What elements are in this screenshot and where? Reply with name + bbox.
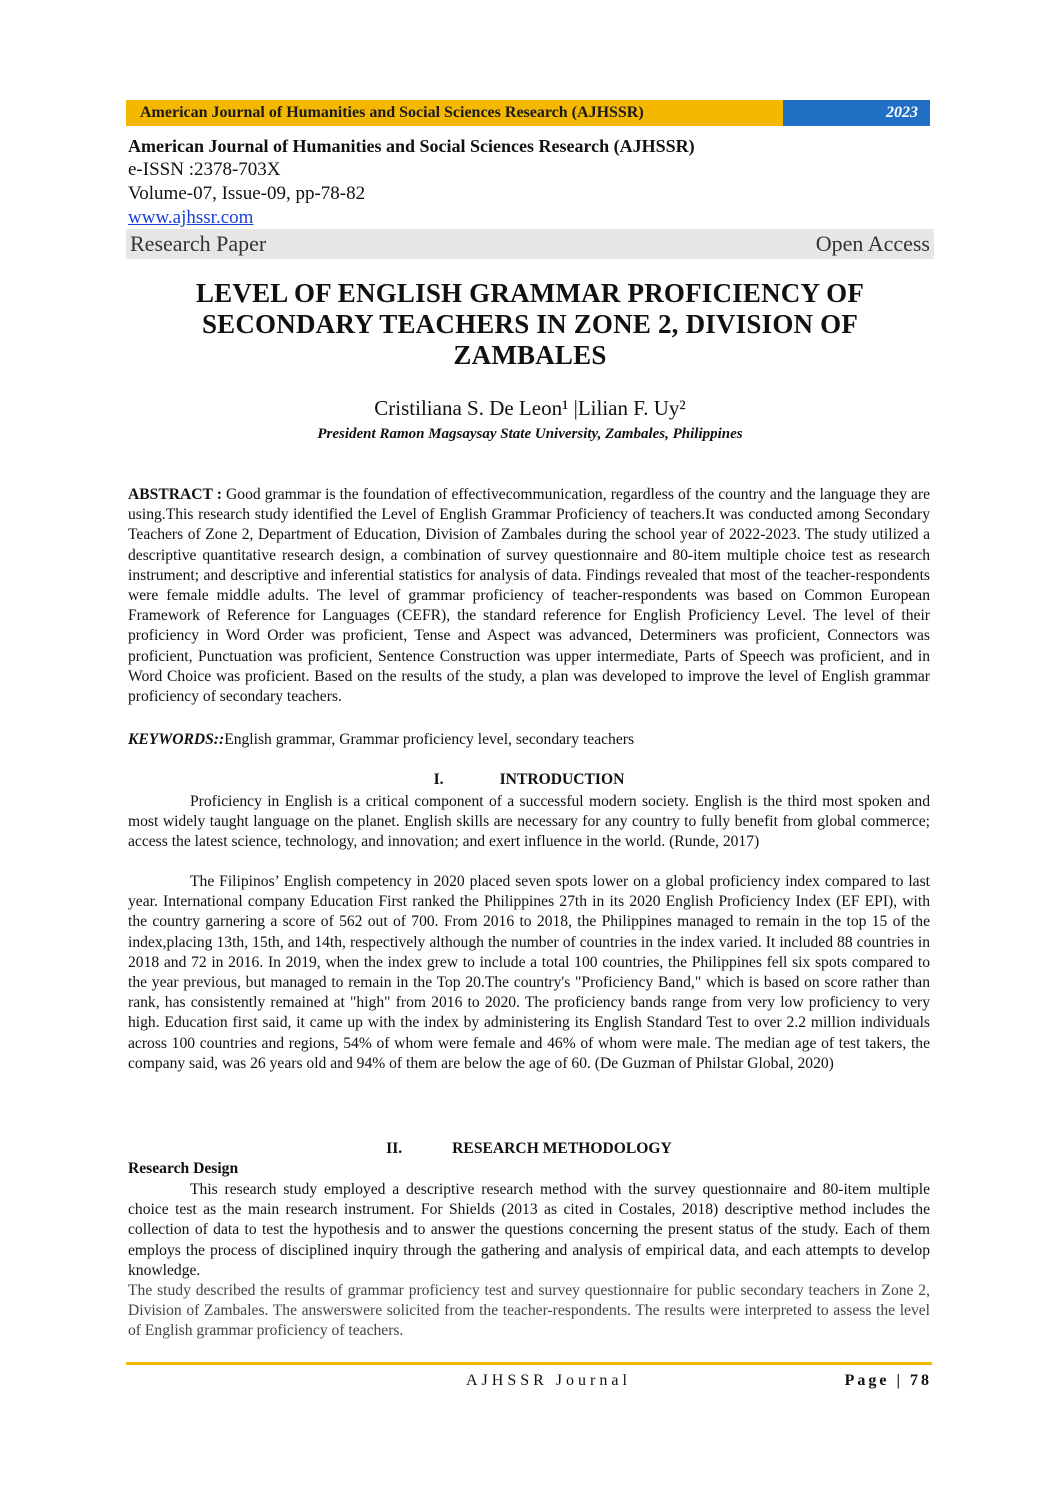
methodology-paragraph bbox=[128, 1281, 930, 1342]
abstract-label: ABSTRACT : bbox=[128, 486, 222, 503]
header-journal-name: American Journal of Humanities and Social Sciences Research (AJHSSR) bbox=[126, 100, 783, 126]
section-title: RESEARCH METHODOLOGY bbox=[452, 1140, 672, 1157]
access-label: Open Access bbox=[815, 231, 930, 256]
keywords bbox=[128, 730, 930, 750]
journal-website-link[interactable]: www.ajhssr.com bbox=[128, 207, 254, 228]
title-line: ZAMBALES bbox=[453, 340, 607, 370]
author-affiliation: President Ramon Magsaysay State University, Zambales, Philippines bbox=[317, 426, 743, 442]
section-title: INTRODUCTION bbox=[499, 771, 625, 788]
intro-paragraph bbox=[128, 792, 930, 853]
section-number: I. bbox=[433, 771, 444, 788]
masthead bbox=[128, 134, 932, 230]
abstract bbox=[128, 485, 930, 707]
masthead-journal-name: American Journal of Humanities and Social Sciences Research (AJHSSR) bbox=[128, 136, 695, 156]
footer-divider bbox=[126, 1362, 932, 1365]
section-heading-methodology bbox=[128, 1139, 930, 1159]
masthead-issn: e-ISSN :2378-703X bbox=[128, 159, 281, 180]
keywords-label: KEYWORDS:: bbox=[128, 731, 225, 748]
title-line: SECONDARY TEACHERS IN ZONE 2, DIVISION OF bbox=[201, 309, 859, 339]
paper-title bbox=[126, 278, 934, 371]
paper-type-label: Research Paper bbox=[130, 231, 267, 256]
paragraph-text: The study described the results of grammar proficiency test and survey questionnaire for public secondary teachers in Zone 2, Division of Zambales. The answerswere solicited from the teacher-respondents. The results were interpreted to assess the level of English grammar proficiency of teachers. bbox=[128, 1282, 930, 1340]
title-line: LEVEL OF ENGLISH GRAMMAR PROFICIENCY OF bbox=[195, 278, 865, 308]
footer-journal: AJHSSR Journal bbox=[466, 1372, 631, 1389]
paragraph-text: Proficiency in English is a critical component of a successful modern society. English is the third most spoken and most widely taught language on the planet. English skills are necessary for any country to fully benefit from global commerce; access the latest science, technology, and innovation; and exert influence in the world. (Runde, 2017) bbox=[128, 793, 930, 851]
paragraph-text: The Filipinos’ English competency in 2020 placed seven spots lower on a global proficiency index compared to last year. International company Education First ranked the Philippines 27th in its 2020 English Proficiency Index (EF EPI), with the country garnering a score of 562 out of 700. From 2016 to 2018, the Philippines managed to remain in the top 15 of the index,placing 13th, 15th, and 14th, respectively although the number of countries in the index varied. It included 88 countries in 2018 and 72 in 2016. In 2019, when the index grew to include a total 100 countries, the Philippines fell six spots compared to the year previous, but managed to remain in the Top 20.The country's "Proficiency Band," which is based on score rather than rank, has consistently remained at "high" from 2016 to 2020. The proficiency bands range from very low proficiency to very high. Education first said, it came up with the index by administering its English Standard Test to over 2.2 million individuals across 100 countries and regions, 54% of whom were female and 46% of whom were male. The median age of test takers, the company said, was 26 years old and 94% of them are below the age of 60. (De Guzman of Philstar Global, 2020) bbox=[128, 873, 930, 1072]
section-number: II. bbox=[386, 1140, 403, 1157]
paper-type-bar bbox=[126, 229, 934, 259]
author-list: Cristiliana S. De Leon¹ |Lilian F. Uy² bbox=[374, 396, 686, 420]
header-year: 2023 bbox=[783, 100, 930, 126]
section-heading-introduction bbox=[128, 770, 930, 790]
paragraph-text: This research study employed a descriptive research method with the survey questionnaire and 80-item multiple choice test as the main research instrument. For Shields (2013 as cited in Costales, 2018) descriptive method includes the collection of data to test the hypothesis and to answer the questions concerning the present status of the study. Each of them employs the process of disciplined inquiry through the gathering and analysis of empirical data, and each attempts to develop knowledge. bbox=[128, 1181, 930, 1279]
journal-header-band bbox=[126, 100, 930, 126]
methodology-paragraph bbox=[128, 1180, 930, 1281]
abstract-text: Good grammar is the foundation of effectivecommunication, regardless of the country and the language they are using.This research study identified the Level of English Grammar Proficiency of teachers.It was conducted among Secondary Teachers of Zone 2, Department of Education, Division of Zambales during the school year of 2022-2023. The study utilized a descriptive quantitative research design, a combination of survey questionnaire and 80-item multiple choice test as research instrument; and descriptive and inferential statistics for analysis of data. Findings revealed that most of the teacher-respondents were female middle adults. The level of grammar proficiency of teacher-respondents was based on Common European Framework of Reference for Languages (CEFR), the standard reference for English Proficiency Level. The level of their proficiency in Word Order was proficient, Tense and Aspect was advanced, Determiners was proficient, Connectors was proficient, Punctuation was proficient, Sentence Construction was upper intermediate, Parts of Speech was proficient, and in Word Choice was proficient. Based on the results of the study, a plan was developed to improve the level of English grammar proficiency of secondary teachers. bbox=[128, 486, 930, 706]
keywords-text: English grammar, Grammar proficiency level, secondary teachers bbox=[224, 731, 635, 748]
page-footer bbox=[126, 1372, 932, 1396]
page-number: Page | 78 bbox=[844, 1372, 932, 1389]
masthead-volume: Volume-07, Issue-09, pp-78-82 bbox=[128, 183, 366, 204]
subsection-heading-research-design: Research Design bbox=[128, 1160, 239, 1177]
intro-paragraph bbox=[128, 872, 930, 1074]
